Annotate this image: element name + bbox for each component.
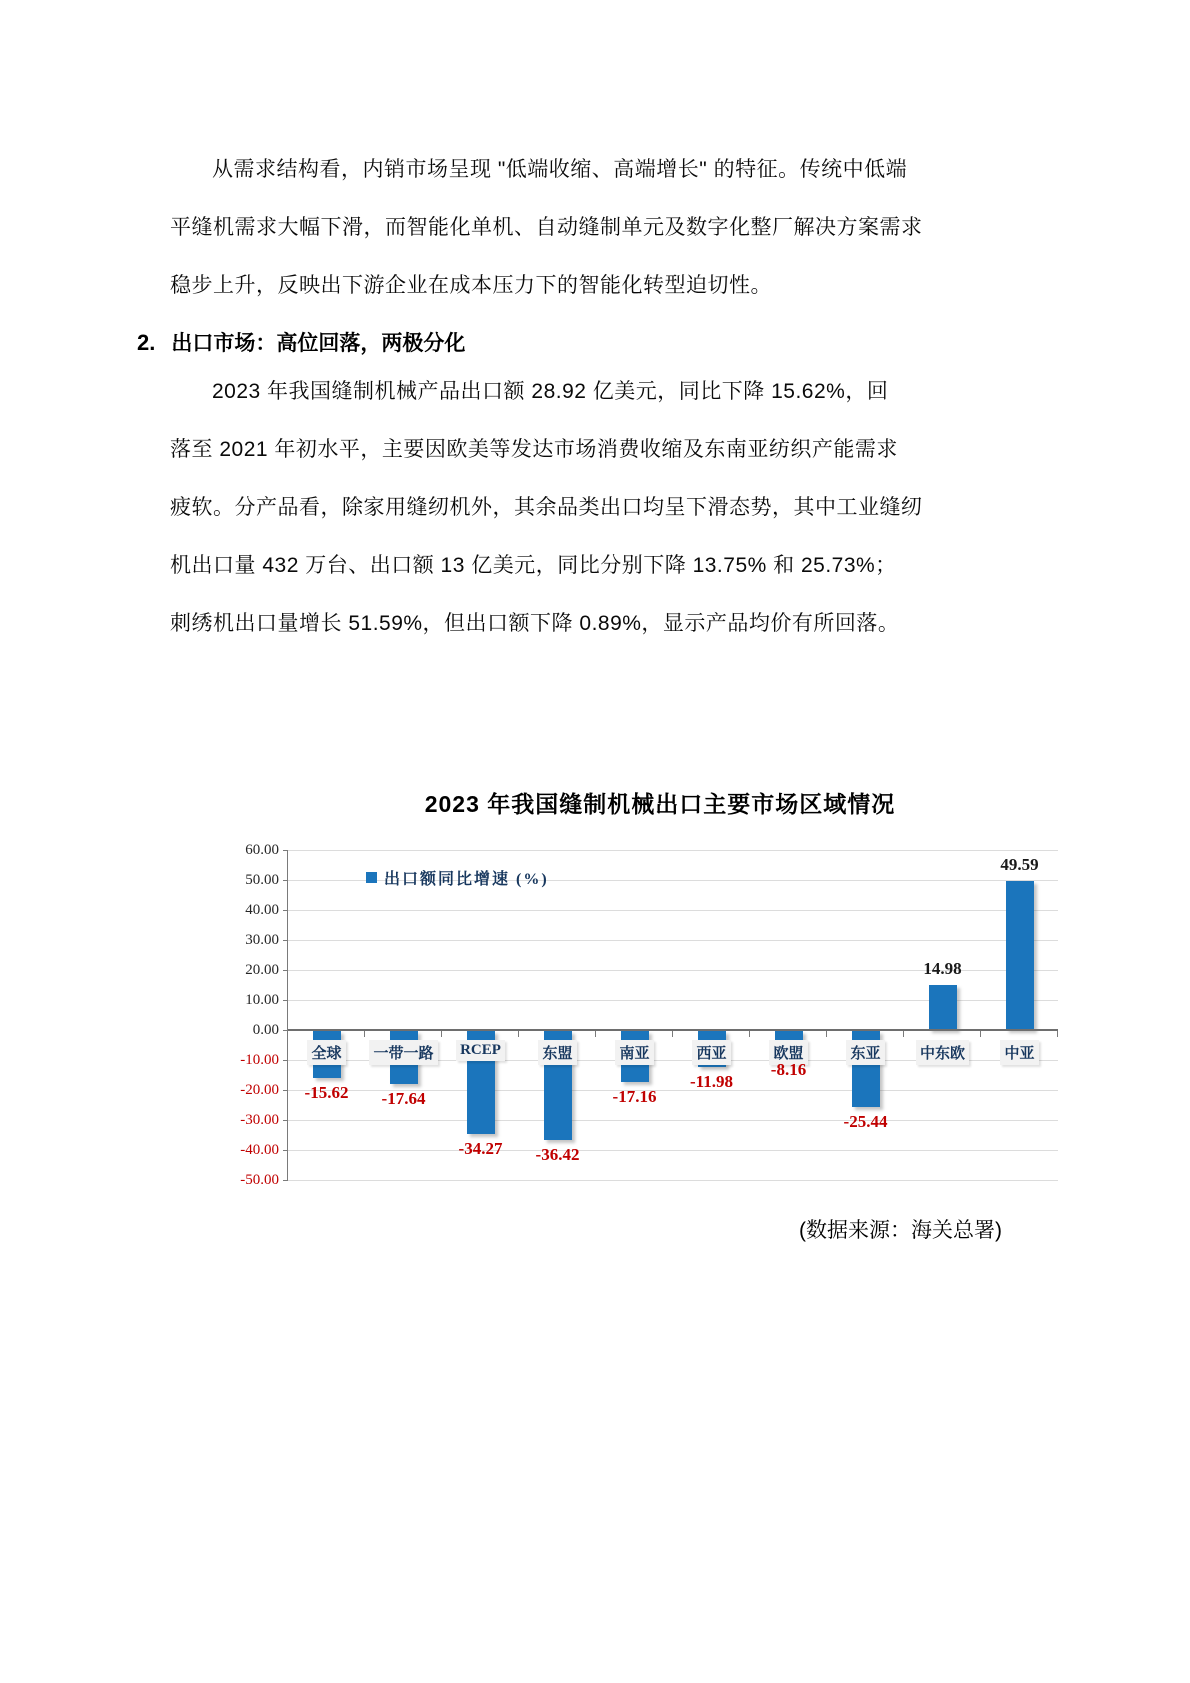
- bar-value-label: 14.98: [923, 959, 962, 979]
- bar-value-label: -15.62: [304, 1082, 349, 1102]
- category-label: [365, 1040, 442, 1064]
- x-axis-tick: [903, 1031, 904, 1037]
- y-axis-tick: [283, 1000, 288, 1001]
- section-heading-label: 出口市场：高位回落，两极分化: [171, 332, 466, 355]
- y-axis-label: 30.00: [245, 932, 279, 948]
- category-label-text: 中亚: [1000, 1040, 1038, 1065]
- data-source-note: (数据来源：海关总署): [799, 1219, 1002, 1242]
- paragraph-domestic-demand: [170, 141, 1020, 315]
- category-label-text: 东亚: [846, 1040, 884, 1065]
- y-axis-tick: [283, 1180, 288, 1181]
- paragraph-line: 疲软。分产品看，除家用缝纫机外，其余品类出口均呈下滑态势，其中工业缝纫: [170, 496, 923, 519]
- category-label-text: 西亚: [692, 1040, 730, 1065]
- paragraph-line: 平缝机需求大幅下滑，而智能化单机、自动缝制单元及数字化整厂解决方案需求: [170, 216, 923, 239]
- gridline: [288, 1120, 1058, 1121]
- x-axis-tick: [364, 1031, 365, 1037]
- y-axis-tick: [283, 880, 288, 881]
- category-label-text: 一带一路: [369, 1040, 437, 1065]
- legend-label: 出口额同比增速 (%): [384, 871, 549, 888]
- y-axis-label: 60.00: [245, 842, 279, 858]
- y-axis-label: 10.00: [245, 992, 279, 1008]
- x-axis-tick: [595, 1031, 596, 1037]
- bar-value-label: -36.42: [535, 1145, 580, 1165]
- category-label-text: 欧盟: [769, 1040, 807, 1065]
- x-axis-tick: [980, 1031, 981, 1037]
- chart-bar: [929, 985, 957, 1030]
- bar-value-label: -17.16: [612, 1087, 657, 1107]
- y-axis-tick: [283, 910, 288, 911]
- y-axis-label: -30.00: [240, 1112, 279, 1128]
- bar-value-label: -8.16: [770, 1060, 807, 1080]
- y-axis-label: -40.00: [240, 1142, 279, 1158]
- category-label-text: RCEP: [456, 1040, 505, 1061]
- legend-swatch: [366, 872, 377, 883]
- bar-value-label: -25.44: [843, 1112, 888, 1132]
- paragraph-line: 刺绣机出口量增长 51.59%，但出口额下降 0.89%，显示产品均价有所回落。: [170, 612, 900, 635]
- category-label: [442, 1040, 519, 1064]
- y-axis-label: 20.00: [245, 962, 279, 978]
- export-market-bar-chart: [225, 780, 1145, 1205]
- category-label: [673, 1040, 750, 1064]
- plot-area: [287, 850, 1058, 1180]
- y-axis-tick: [283, 1150, 288, 1151]
- category-label-text: 东盟: [538, 1040, 576, 1065]
- paragraph-export-overview: [170, 363, 1020, 653]
- paragraph-line: 2023 年我国缝制机械产品出口额 28.92 亿美元，同比下降 15.62%，回: [212, 380, 889, 403]
- y-axis-label: 0.00: [252, 1022, 279, 1038]
- gridline: [288, 910, 1058, 911]
- gridline: [288, 1180, 1058, 1181]
- category-label: [904, 1040, 981, 1064]
- x-axis-tick: [749, 1031, 750, 1037]
- y-axis-tick: [283, 850, 288, 851]
- gridline: [288, 940, 1058, 941]
- x-axis-tick: [1057, 1031, 1058, 1037]
- paragraph-line: 落至 2021 年初水平，主要因欧美等发达市场消费收缩及东南亚纺织产能需求: [170, 438, 898, 461]
- category-label-text: 南亚: [615, 1040, 653, 1065]
- category-label: [981, 1040, 1058, 1064]
- y-axis-label: 50.00: [245, 872, 279, 888]
- bar-value-label: -17.64: [381, 1088, 426, 1108]
- y-axis-label: 40.00: [245, 902, 279, 918]
- bar-value-label: -34.27: [458, 1138, 503, 1158]
- y-axis-labels: [225, 842, 279, 1188]
- section-heading-export-market: [137, 320, 465, 366]
- y-axis-tick: [283, 940, 288, 941]
- x-axis-tick: [518, 1031, 519, 1037]
- paragraph-line: 稳步上升，反映出下游企业在成本压力下的智能化转型迫切性。: [170, 274, 772, 297]
- y-axis-label: -10.00: [240, 1052, 279, 1068]
- category-label: [827, 1040, 904, 1064]
- gridline: [288, 1150, 1058, 1151]
- gridline: [288, 850, 1058, 851]
- category-label: [519, 1040, 596, 1064]
- category-label: [288, 1040, 365, 1064]
- zero-axis-line: [288, 1029, 1058, 1031]
- y-axis-label: -50.00: [240, 1172, 279, 1188]
- category-label-text: 中东欧: [916, 1040, 969, 1065]
- x-axis-tick: [826, 1031, 827, 1037]
- chart-legend: [366, 866, 549, 889]
- paragraph-line: 机出口量 432 万台、出口额 13 亿美元，同比分别下降 13.75% 和 25.73%；: [170, 554, 897, 577]
- chart-canvas: [225, 842, 1125, 1198]
- y-axis-tick: [283, 970, 288, 971]
- category-label-text: 全球: [307, 1040, 345, 1065]
- x-axis-tick: [672, 1031, 673, 1037]
- bar-value-label: 49.59: [1000, 855, 1039, 875]
- chart-title: 2023 年我国缝制机械出口主要市场区域情况: [424, 791, 896, 817]
- category-label: [596, 1040, 673, 1064]
- section-number: 2.: [137, 330, 156, 355]
- y-axis-label: -20.00: [240, 1082, 279, 1098]
- paragraph-line: 从需求结构看，内销市场呈现 "低端收缩、高端增长" 的特征。传统中低端: [212, 158, 908, 181]
- y-axis-tick: [283, 1120, 288, 1121]
- x-axis-tick: [441, 1031, 442, 1037]
- bar-value-label: -11.98: [690, 1071, 733, 1091]
- chart-bar: [1006, 881, 1034, 1030]
